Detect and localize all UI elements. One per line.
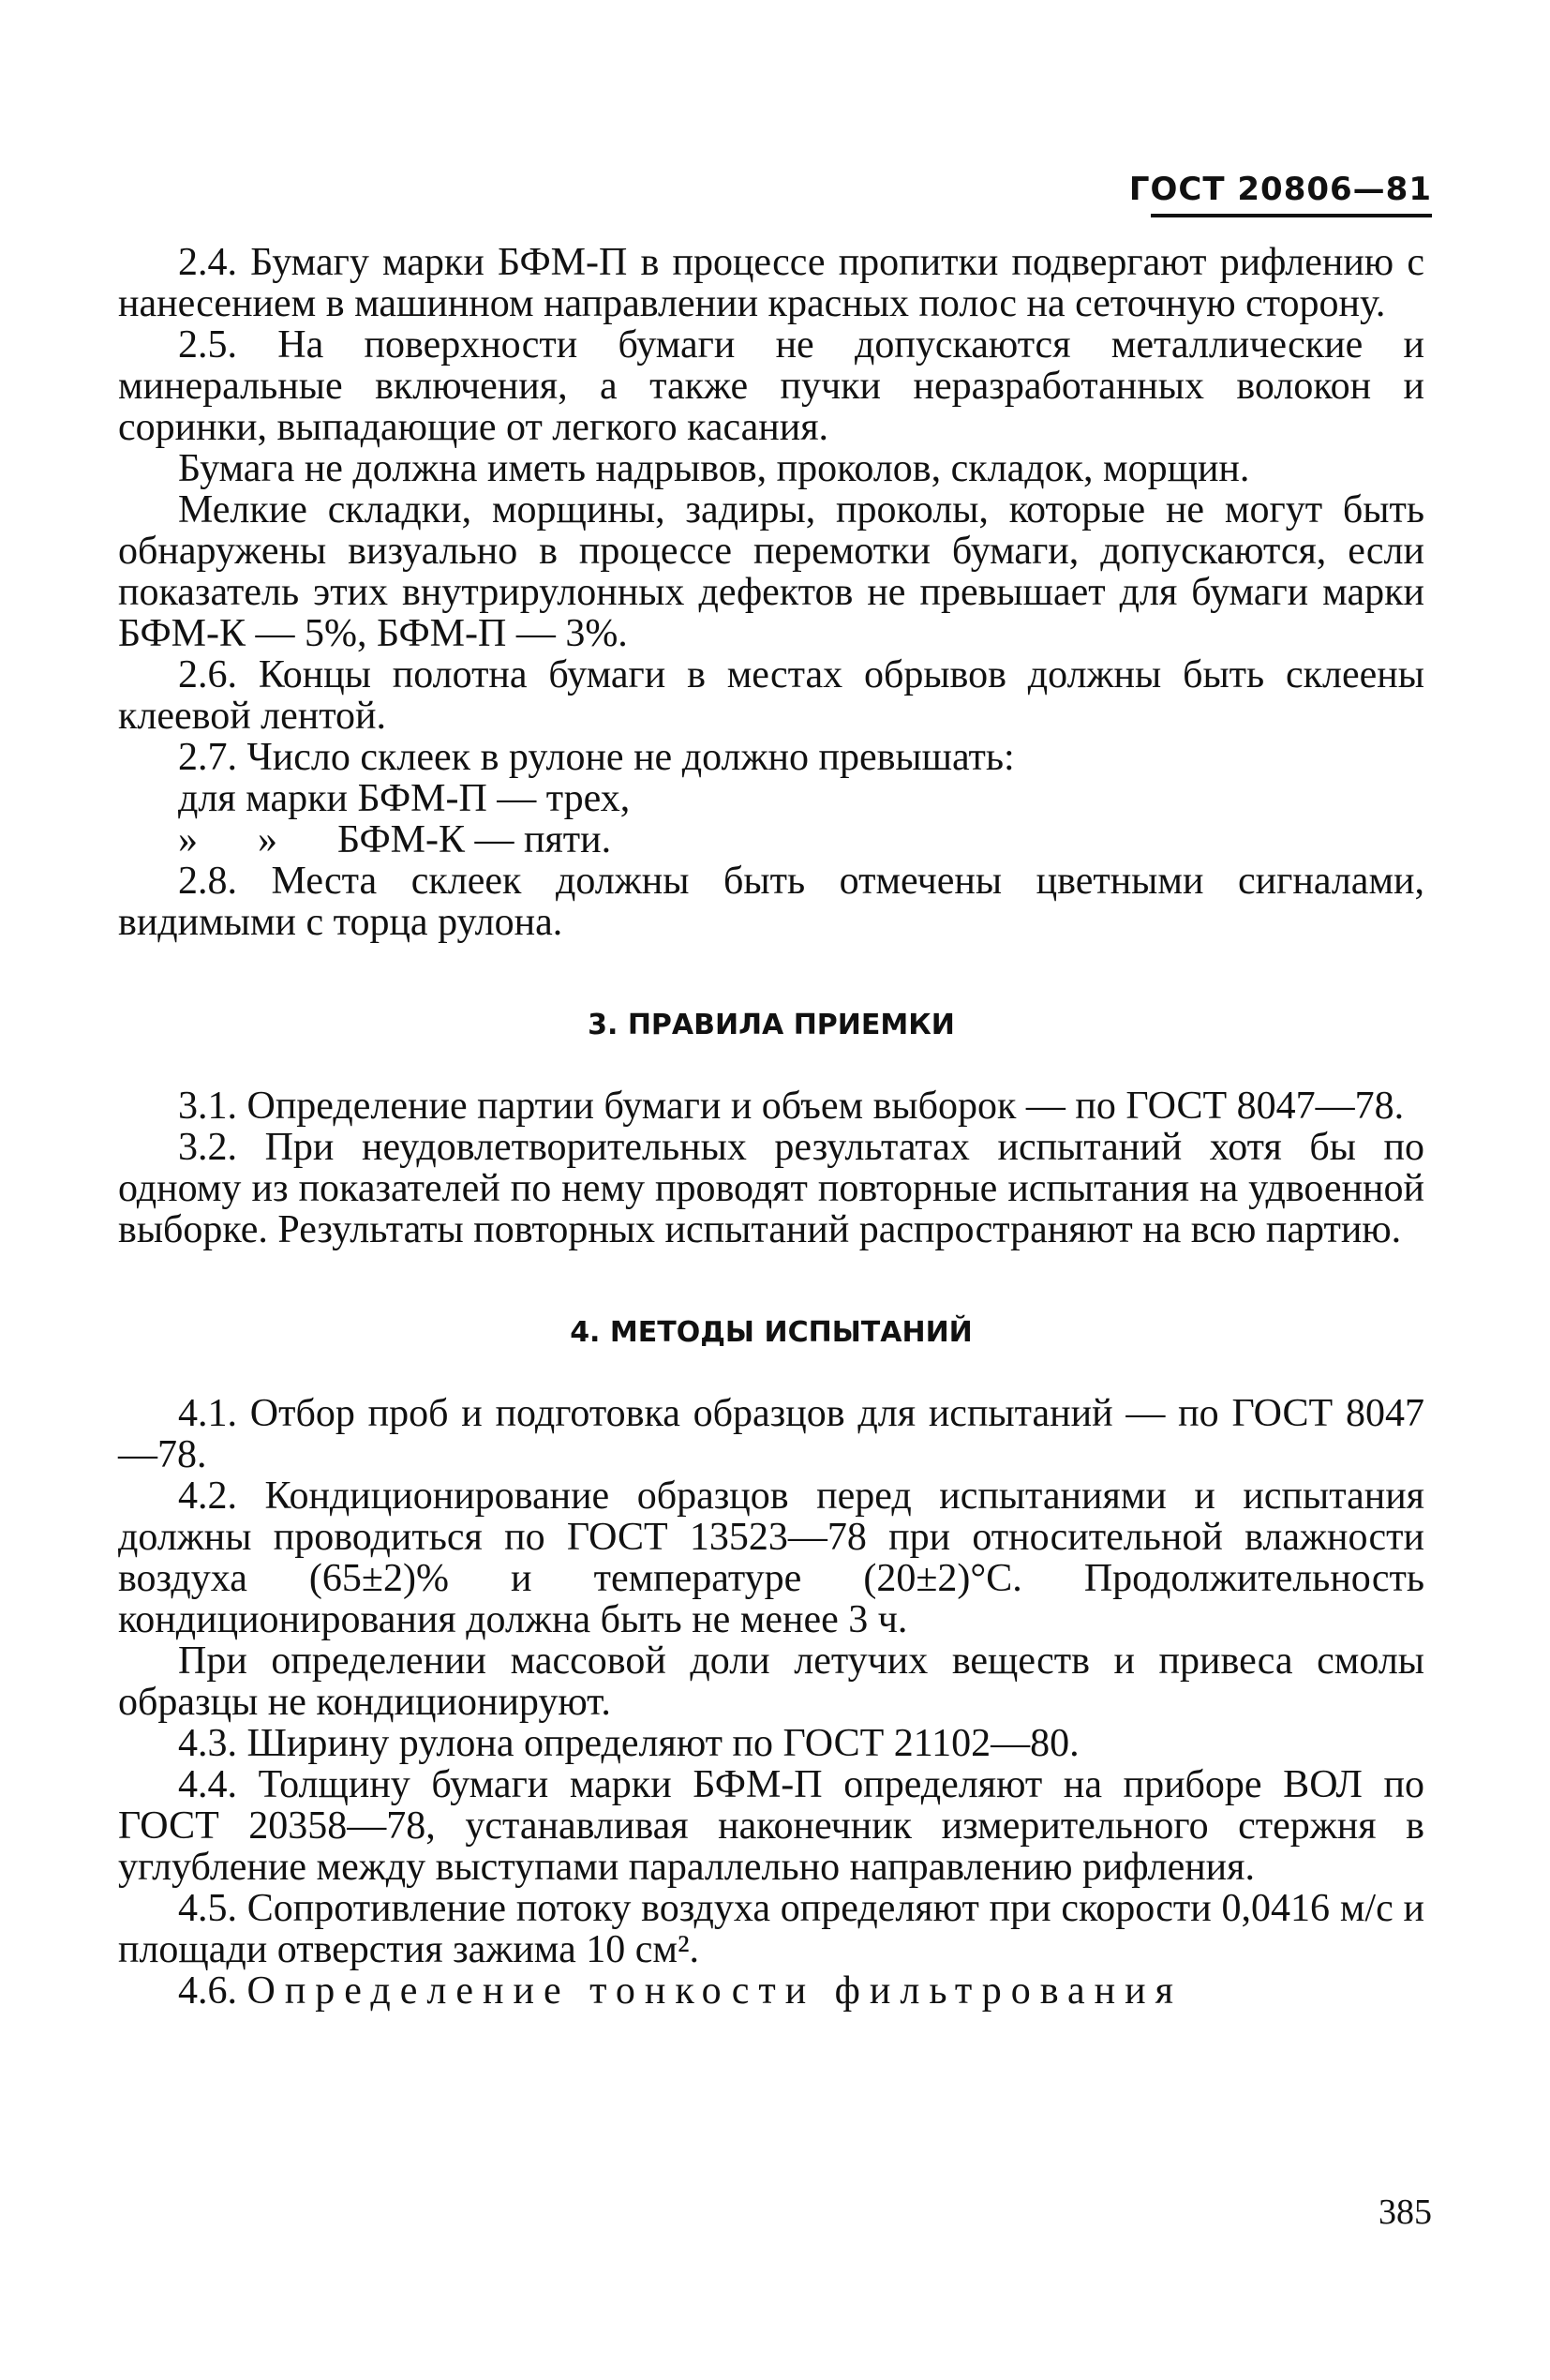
page-body (118, 242, 1424, 2012)
ditto-mark: » (178, 818, 198, 861)
paragraph-3-2: 3.2. При неудовлетворительных результатах испытаний хотя бы по одному из показателей по нему проводят повторные испытания на удвоенной выборке. Результаты повторных испытаний распространяют на всю партию. (118, 1126, 1424, 1251)
paragraph-4-5: 4.5. Сопротивление потоку воздуха определяют при скорости 0,0416 м/с и площади отверстия зажима 10 см². (118, 1887, 1424, 1971)
paragraph-4-1: 4.1. Отбор проб и подготовка образцов для испытаний — по ГОСТ 8047—78. (118, 1392, 1424, 1476)
paragraph-defects: Бумага не должна иметь надрывов, проколов, складок, морщин. (178, 447, 1250, 490)
paragraph-4-3: 4.3. Ширину рулона определяют по ГОСТ 21102—80. (178, 1722, 1080, 1765)
page-number: 385 (1379, 2193, 1432, 2232)
paragraph-4-6 (118, 1970, 1424, 2012)
paragraph-2-6: 2.6. Концы полотна бумаги в местах обрывов должны быть склеены клеевой лентой. (118, 653, 1424, 738)
splice-limit-line-2 (118, 819, 1424, 861)
splice-limit-text: БФМ-К — пяти. (337, 818, 612, 861)
paragraph-volatiles: При определении массовой доли летучих веществ и привеса смолы образцы не кондиционируют. (118, 1639, 1424, 1724)
section-3-title: 3. ПРАВИЛА ПРИЕМКИ (588, 1009, 955, 1041)
paragraph-4-6-number: 4.6. (178, 1969, 237, 2013)
paragraph-2-7: 2.7. Число склеек в рулоне не должно превышать: (178, 736, 1015, 779)
document-number: ГОСТ 20806—81 (1128, 171, 1432, 208)
header-rule (1151, 214, 1432, 217)
paragraph-4-2: 4.2. Кондиционирование образцов перед испытаниями и испытания должны проводиться по ГОСТ 13523—78 при относительной влажности воздуха (65±2)% и температуре (20±2)°С. Продолжительность кондиционирования должна быть не менее 3 ч. (118, 1474, 1424, 1641)
paragraph-3-1: 3.1. Определение партии бумаги и объем выборок — по ГОСТ 8047—78. (178, 1085, 1405, 1128)
ditto-mark: » (258, 818, 277, 861)
paragraph-4-6-spaced-title: Определение тонкости фильтрования (246, 1969, 1183, 2013)
paragraph-small-defects: Мелкие складки, морщины, задиры, проколы, которые не могут быть обнаружены визуально в процессе перемотки бумаги, допускаются, если показатель этих внутрирулонных дефектов не превышает для бумаги марки БФМ-К — 5%, БФМ-П — 3%. (118, 488, 1424, 655)
paragraph-2-4: 2.4. Бумагу марки БФМ-П в процессе пропитки подвергают рифлению с нанесением в машинном направлении красных полос на сеточную сторону. (118, 241, 1424, 325)
paragraph-4-4: 4.4. Толщину бумаги марки БФМ-П определяют на приборе ВОЛ по ГОСТ 20358—78, устанавливая наконечник измерительного стержня в углубление между выступами параллельно направлению рифления. (118, 1763, 1424, 1889)
splice-limit-line-1: для марки БФМ-П — трех, (178, 777, 631, 820)
paragraph-2-5: 2.5. На поверхности бумаги не допускаются металлические и минеральные включения, а также пучки неразработанных волокон и соринки, выпадающие от легкого касания. (118, 323, 1424, 449)
section-4-title: 4. МЕТОДЫ ИСПЫТАНИЙ (570, 1316, 973, 1349)
paragraph-2-8: 2.8. Места склеек должны быть отмечены цветными сигналами, видимыми с торца рулона. (118, 860, 1424, 944)
